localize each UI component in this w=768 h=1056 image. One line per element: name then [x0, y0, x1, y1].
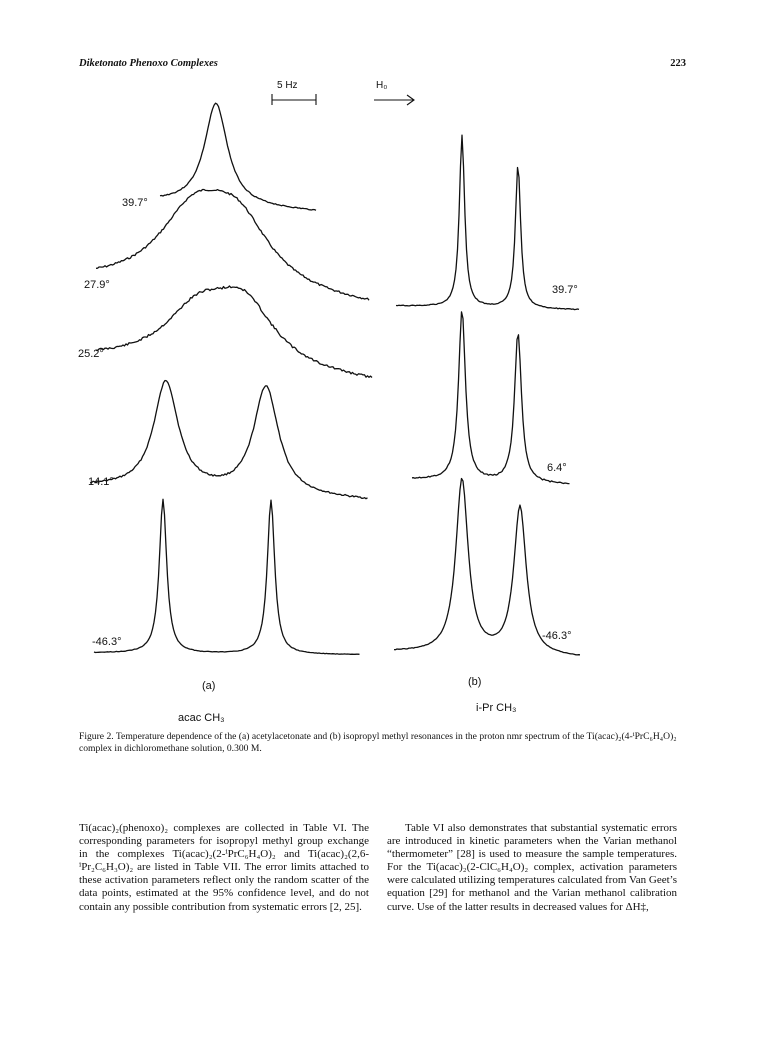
panel-b-label: (b): [468, 676, 482, 688]
temp-label-a-5: -46.3°: [92, 636, 122, 648]
temp-label-a-3: 25.2°: [78, 348, 104, 360]
body-column-left: [79, 822, 369, 914]
temp-label-b-2: 6.4°: [547, 462, 567, 474]
panel-a-resonance: acac CH₃: [178, 712, 225, 724]
panel-a-label: (a): [202, 680, 216, 692]
temp-label-a-2: 27.9°: [84, 279, 110, 291]
spectrum-a-3: [96, 286, 372, 378]
spectrum-b-3: [394, 479, 580, 655]
running-head-title: Diketonato Phenoxo Complexes: [79, 58, 218, 69]
spectrum-b-2: [412, 312, 570, 484]
nmr-figure: [70, 80, 690, 730]
scale-bar-label: 5 Hz: [277, 80, 298, 91]
paragraph: Table VI also demonstrates that substantial systematic errors are introduced in kinetic parameters when the Varian methanol “thermometer” [28] is used to measure the sample temperatures. For the Ti(acac)₂(2-ClC₆H₄O)₂ complex, activation parameters were calculated utilizing temperatures calculated from Van Geet’s equation [29] for methanol and the Varian methanol calibration curve. Use of the latter results in decreased values for ΔH‡,: [387, 822, 677, 913]
temp-label-a-4: 14.1°: [88, 476, 114, 488]
temp-label-b-1: 39.7°: [552, 284, 578, 296]
scale-bar-icon: [272, 94, 316, 105]
field-direction-label: H₀: [376, 80, 388, 91]
spectrum-a-1: [160, 103, 316, 210]
temp-label-b-3: -46.3°: [542, 630, 572, 642]
page-number: 223: [670, 58, 686, 69]
body-column-right: [387, 822, 677, 914]
field-arrow-icon: [374, 95, 414, 105]
spectrum-a-4: [90, 381, 368, 499]
nmr-spectra-figure: [70, 80, 690, 730]
spectrum-a-5: [94, 499, 360, 654]
figure-caption: Figure 2. Temperature dependence of the (a) acetylacetonate and (b) isopropyl methyl resonances in the proton nmr spectrum of the Ti(acac)₂(4-ⁱPrC₆H₄O)₂ complex in dichloromethane solution, 0.300 M.: [79, 731, 677, 754]
paragraph: Ti(acac)₂(phenoxo)₂ complexes are collected in Table VI. The corresponding parameters for isopropyl methyl group exchange in the complexes Ti(acac)₂(2-ⁱPrC₆H₄O)₂ and Ti(acac)₂(2,6-ⁱPr₂C₆H₃O)₂ are listed in Table VII. The error limits attached to these activation parameters reflect only the random scatter of the data points, estimated at the 95% confidence level, and do not contain any possible contribution from systematic errors [2, 25].: [79, 822, 369, 913]
panel-b-resonance: i-Pr CH₃: [476, 702, 517, 714]
temp-label-a-1: 39.7°: [122, 197, 148, 209]
